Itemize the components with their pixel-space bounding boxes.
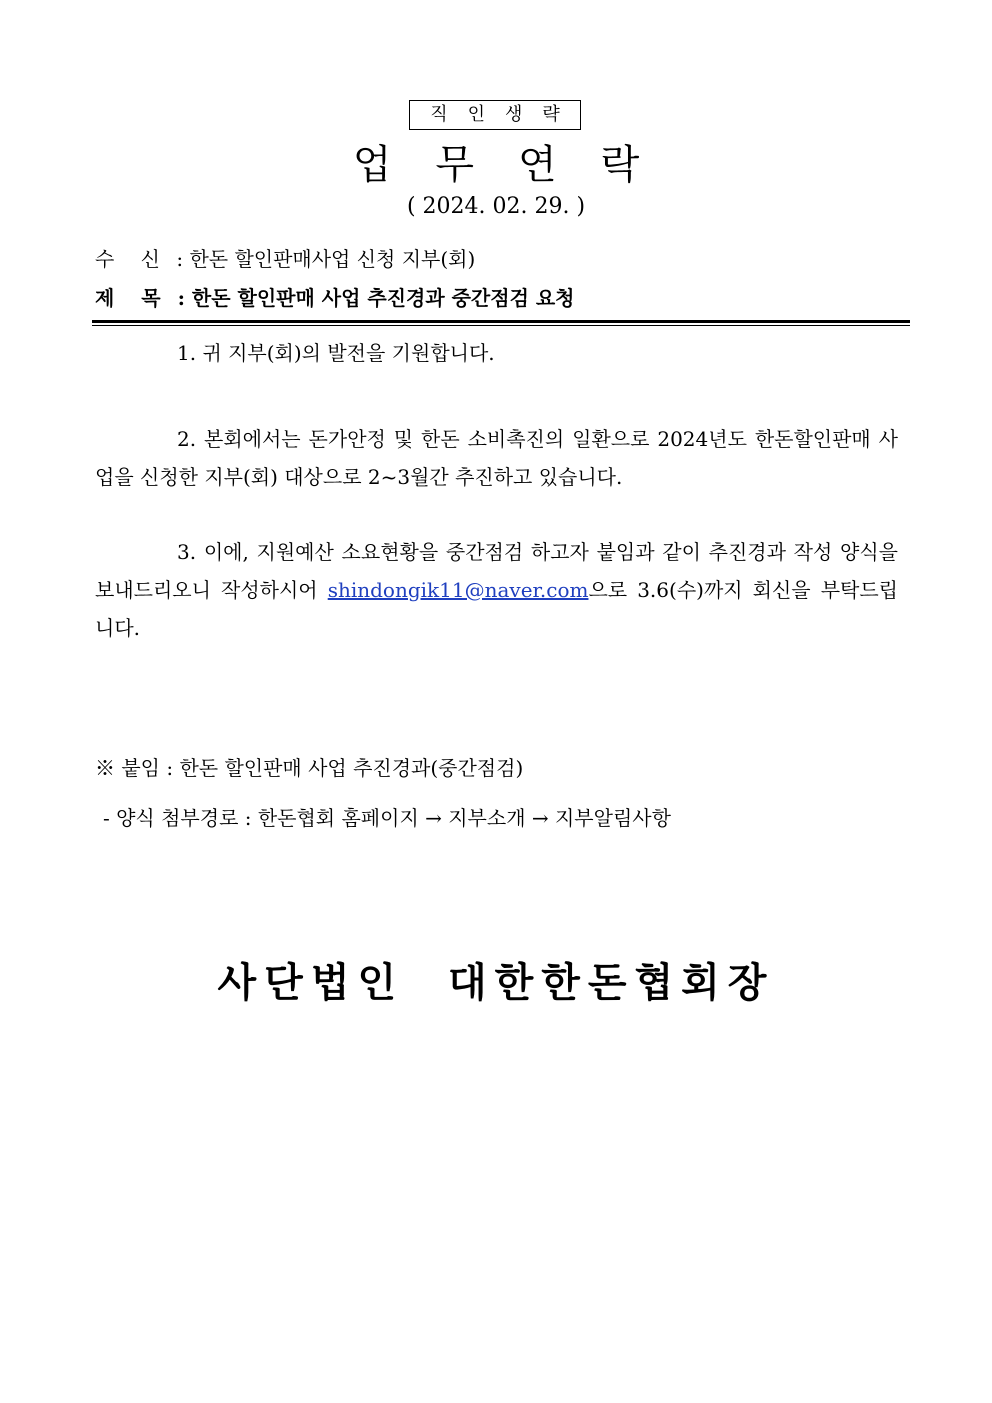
email-link[interactable]: shindongik11@naver.com — [327, 578, 589, 602]
paragraph-3-text-before: 3. 이에, 지원예산 소요현황을 중간점검 하고자 붙임과 같이 추진경과 작성 양식을 보내드리오니 작성하시어 — [95, 540, 898, 602]
paragraph-3 — [95, 533, 898, 647]
paragraph-1: 1. 귀 지부(회)의 발전을 기원합니다. — [177, 341, 495, 365]
paragraph-2: 2. 본회에서는 돈가안정 및 한돈 소비촉진의 일환으로 2024년도 한돈할인판매 사업을 신청한 지부(회) 대상으로 2~3월간 추진하고 있습니다. — [95, 427, 898, 489]
recipient-value: 한돈 할인판매사업 신청 지부(회) — [189, 247, 476, 271]
attachment-note: ※ 붙임 : 한돈 할인판매 사업 추진경과(중간점검) — [95, 756, 524, 780]
header-divider-thick — [92, 320, 910, 323]
signature-sender: 사단법인 대한한돈협회장 — [217, 959, 775, 1006]
subject-separator: : — [170, 286, 192, 310]
paragraph-3-text-after: 으로 3.6(수)까지 회신을 부탁드립니다. — [95, 578, 898, 640]
subject-value: 한돈 할인판매 사업 추진경과 중간점검 요청 — [191, 286, 575, 310]
seal-omitted-box: 직인생략 — [409, 100, 581, 130]
subject-line — [95, 284, 575, 312]
document-date: ( 2024. 02. 29. ) — [406, 194, 586, 219]
subject-label: 제 목 — [95, 286, 171, 310]
document-title: 업무연락 — [352, 142, 684, 188]
recipient-separator: : — [170, 247, 190, 271]
recipient-line — [95, 245, 475, 273]
header-divider-thin — [92, 325, 910, 326]
recipient-label: 수 신 — [95, 247, 170, 271]
attachment-path: - 양식 첨부경로 : 한돈협회 홈페이지 → 지부소개 → 지부알림사항 — [103, 806, 671, 830]
